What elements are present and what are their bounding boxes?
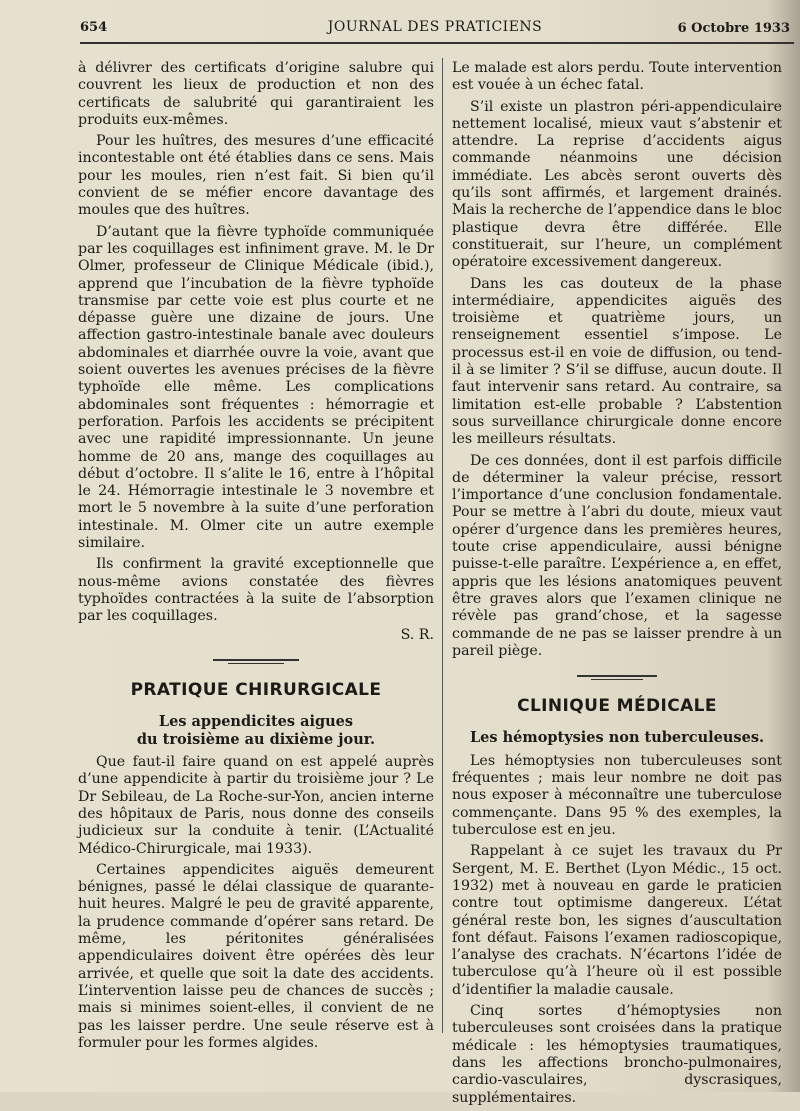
left-column bbox=[78, 60, 434, 1056]
article-title-line: du troisième au dixième jour. bbox=[136, 730, 376, 748]
paragraph: S’il existe un plastron péri-appendiculaire nettement localisé, mieux vaut s’abstenir et attendre. La reprise d’accidents aigus commande néanmoins une décision immédiate. Les abcès seront ouverts dès qu’ils sont affirmés, et largement drainés. Mais la recherche de l’appendice dans le bloc plastique devra être différée. Elle constituerait, sur l’heure, un complément opératoire excessivement dangereux. bbox=[452, 98, 782, 271]
article-title bbox=[78, 713, 434, 748]
paragraph: D’autant que la fièvre typhoïde communiquée par les coquillages est infiniment grave. M. le Dr Olmer, professeur de Clinique Médicale (ibid.), apprend que l’incubation de la fièvre typhoïde transmise par cette voie est plus courte et ne dépasse guère une dizaine de jours. Une affection gastro-intestinale banale avec douleurs abdominales et diarrhée ouvre la voie, avant que soient ouvertes les avenues précises de la fièvre typhoïde elle même. Les complications abdominales sont fréquentes : hémorragie et perforation. Parfois les accidents se précipitent avec une rapidité impressionnante. Un jeune homme de 20 ans, mange des coquillages au début d’octobre. Il s’alite le 16, entre à l’hôpital le 24. Hémorragie intestinale le 3 novembre et mort le 5 novembre à la suite d’une perforation intestinale. M. Olmer cite un autre exemple similaire. bbox=[78, 223, 434, 552]
page-number: 654 bbox=[80, 20, 108, 35]
section-title: PRATIQUE CHIRURGICALE bbox=[130, 679, 382, 700]
paragraph: à délivrer des certificats d’origine salubre qui couvrent les lieux de production et non des certificats de salubrité qui garantiraient les produits eux-mêmes. bbox=[78, 60, 434, 128]
paragraph: Certaines appendicites aiguës demeurent bénignes, passé le délai classique de quarante-huit heures. Malgré le peu de gravité apparente, la prudence commande d’opérer sans retard. De même, les péritonites généralisées appendiculaires doivent être opérées dès leur arrivée, et quelle que soit la date des accidents. L’intervention laisse peu de chances de succès ; mais si minimes soient-elles, il convient de ne pas les laisser perdre. Une seule réserve est à formuler pour les formes algides. bbox=[78, 861, 434, 1051]
page-header bbox=[80, 16, 790, 42]
paragraph: Que faut-il faire quand on est appelé auprès d’une appendicite à partir du troisième jour ? Le Dr Sebileau, de La Roche-sur-Yon, ancien interne des hôpitaux de Paris, nous donne des conseils judicieux sur la conduite à tenir. (L’Actualité Médico-Chirurgicale, mai 1933). bbox=[78, 754, 434, 857]
column-divider bbox=[442, 58, 443, 1033]
paragraph: Dans les cas douteux de la phase intermédiaire, appendicites aiguës des troisième et quatrième jours, un renseignement essentiel s’impose. Le processus est-il en voie de diffusion, ou tend-il à se limiter ? S’il se diffuse, aucun doute. Il faut intervenir sans retard. Au contraire, sa limitation est-elle probable ? L’abstention sous surveillance chirurgicale donne encore les meilleurs résultats. bbox=[452, 275, 782, 448]
section-title: CLINIQUE MÉDICALE bbox=[517, 696, 717, 717]
paragraph: Le malade est alors perdu. Toute intervention est vouée à un échec fatal. bbox=[452, 60, 782, 94]
section-separator bbox=[78, 650, 434, 672]
journal-title: JOURNAL DES PRATICIENS bbox=[327, 19, 543, 35]
paragraph: De ces données, dont il est parfois difficile de déterminer la valeur précise, ressort l’importance d’une conclusion fondamentale. Pour se mettre à l’abri du doute, mieux vaut opérer d’urgence dans les premières heures, toute crise appendiculaire, aussi bénigne puisse-t-elle paraître. L’expérience a, en effet, appris que les lésions anatomiques peuvent être graves alors que l’examen clinique ne révèle pas grand’chose, et la sagesse commande de ne pas se laisser prendre à un pareil piège. bbox=[452, 452, 782, 659]
paragraph: Rappelant à ce sujet les travaux du Pr Sergent, M. E. Berthet (Lyon Médic., 15 oct. 1932) met à nouveau en garde le praticien contre tout optimisme dangereux. L’état général reste bon, les signes d’auscultation font défaut. Faisons l’examen radioscopique, l’analyse des crachats. N’écartons l’idée de tuberculose qu’à l’heure où il est possible d’identifier la maladie causale. bbox=[452, 843, 782, 998]
article-title: Les hémoptysies non tuberculeuses. bbox=[469, 729, 765, 747]
paragraph: Les hémoptysies non tuberculeuses sont fréquentes ; mais leur nombre ne doit pas nous exposer à méconnaître une tuberculose commençante. Dans 95 % des exemples, la tuberculose est en jeu. bbox=[452, 752, 782, 839]
paragraph: Pour les huîtres, des mesures d’une efficacité incontestable ont été établies dans ce sens. Mais pour les moules, rien n’est fait. Si bien qu’il convient de se méfier encore davantage des moules que des huîtres. bbox=[78, 133, 434, 219]
article-title-line: Les appendicites aigues bbox=[158, 713, 354, 731]
paragraph: Ils confirment la gravité exceptionnelle que nous-même avions constatée des fièvres typhoïdes contractées à la suite de l’absorption par les coquillages. bbox=[78, 556, 434, 625]
issue-date: 6 Octobre 1933 bbox=[677, 21, 790, 36]
paragraph: Cinq sortes d’hémoptysies non tuberculeuses sont croisées dans la pratique médicale : les hémoptysies traumatiques, dans les affections broncho-pulmonaires, cardio-vasculaires, dyscrasiques, supplémentaires. bbox=[452, 1003, 782, 1106]
article-signature: S. R. bbox=[400, 626, 434, 643]
header-rule bbox=[80, 42, 794, 44]
right-column bbox=[452, 60, 782, 1111]
section-separator bbox=[452, 666, 782, 688]
